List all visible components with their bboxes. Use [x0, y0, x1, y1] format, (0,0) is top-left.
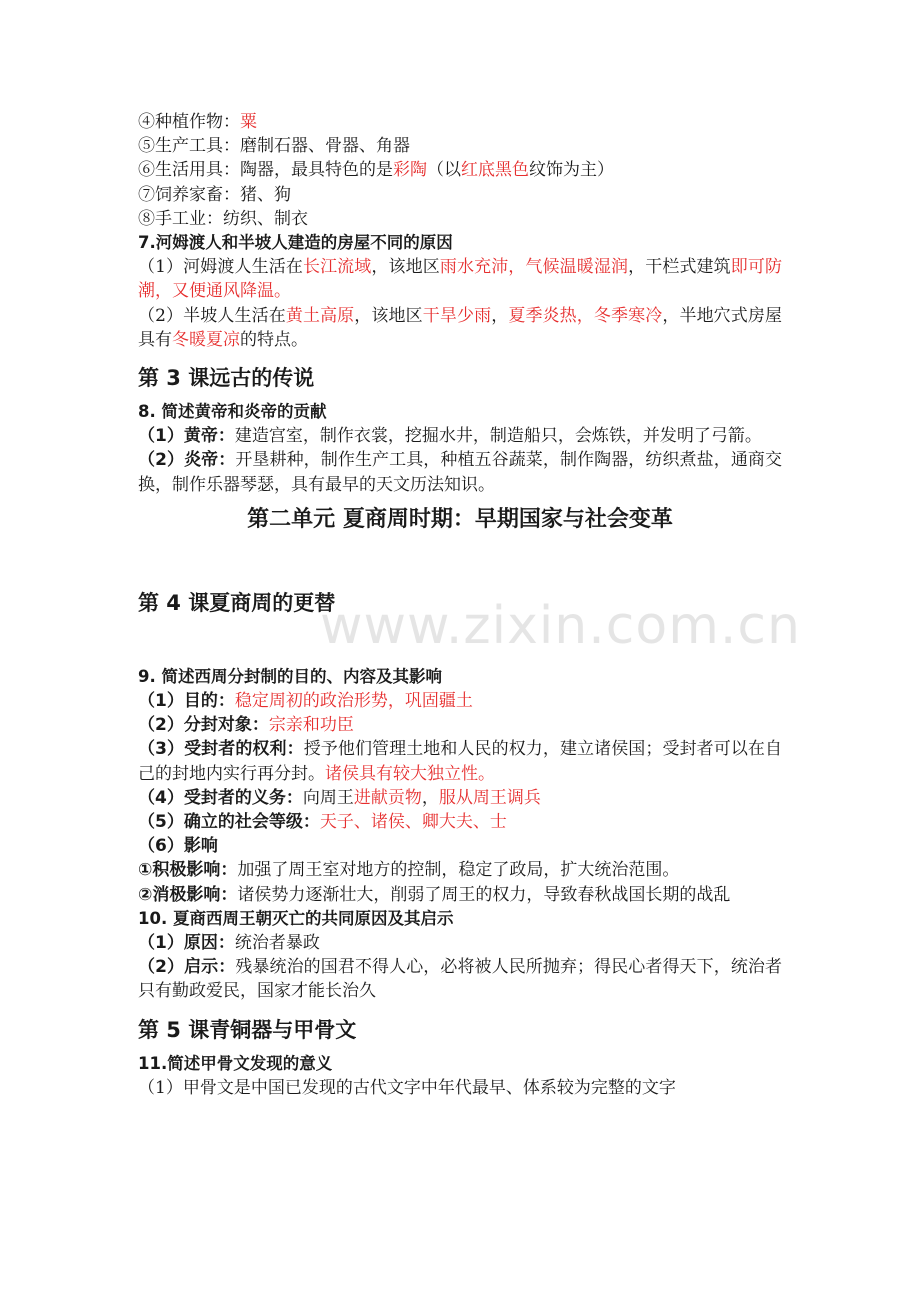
- list-item: ⑦饲养家畜：猪、狗: [138, 184, 291, 205]
- list-item: ⑧手工业：纺织、制衣: [138, 208, 308, 229]
- paragraph: （2）炎帝：开垦耕种，制作生产工具，种植五谷蔬菜，制作陶器，纺织煮盐，通商交换，制作乐器琴瑟，具有最早的天文历法知识。: [138, 450, 782, 495]
- list-item: ⑤生产工具：磨制石器、骨器、角器: [138, 136, 410, 157]
- list-item: （4）受封者的义务：向周王进献贡物，服从周王调兵: [138, 787, 541, 808]
- question-heading: 11.简述甲骨文发现的意义: [138, 1053, 333, 1073]
- list-item: （6）影响: [138, 836, 218, 857]
- paragraph: ①积极影响：加强了周王室对地方的控制，稳定了政局，扩大统治范围。: [138, 860, 680, 881]
- list-item: （5）确立的社会等级：天子、诸侯、卿大夫、士: [138, 812, 507, 833]
- paragraph: （2）半坡人生活在黄土高原，该地区干旱少雨，夏季炎热，冬季寒冷，半地穴式房屋具有冬暖夏凉的特点。: [138, 305, 783, 350]
- list-item: ⑥生活用具：陶器，最具特色的是彩陶（以红底黑色纹饰为主）: [138, 160, 614, 181]
- lesson-heading: 第 5 课青铜器与甲骨文: [138, 1017, 357, 1042]
- paragraph: （2）启示：残暴统治的国君不得人心，必将被人民所抛弃；得民心者得天下，统治者只有勤政爱民，国家才能长治久: [138, 957, 782, 1002]
- question-heading: 8. 简述黄帝和炎帝的贡献: [138, 402, 327, 422]
- list-item: （1）甲骨文是中国已发现的古代文字中年代最早、体系较为完整的文字: [138, 1077, 676, 1098]
- paragraph: ②消极影响：诸侯势力逐渐壮大，削弱了周王的权力，导致春秋战国长期的战乱: [138, 884, 731, 905]
- paragraph: （1）河姆渡人生活在长江流域，该地区雨水充沛，气候温暖湿润，干栏式建筑即可防潮，又便通风降温。: [138, 257, 783, 302]
- list-item: ④种植作物：粟: [138, 112, 257, 132]
- list-item: （2）分封对象：宗亲和功臣: [138, 715, 354, 736]
- list-item: （1）原因：统治者暴政: [138, 933, 320, 954]
- unit-heading: 第二单元 夏商周时期：早期国家与社会变革: [247, 506, 673, 532]
- watermark: www.zixin.com.cn: [320, 596, 801, 656]
- lesson-heading: 第 3 课远古的传说: [138, 366, 315, 391]
- paragraph: （1）黄帝：建造宫室，制作衣裳，挖掘水井，制造船只，会炼铁，并发明了弓箭。: [138, 426, 762, 447]
- question-heading: 9. 简述西周分封制的目的、内容及其影响: [138, 666, 442, 686]
- question-heading: 10. 夏商西周王朝灭亡的共同原因及其启示: [138, 908, 454, 928]
- question-heading: 7.河姆渡人和半坡人建造的房屋不同的原因: [138, 233, 453, 253]
- list-item: （1）目的：稳定周初的政治形势，巩固疆土: [138, 691, 473, 712]
- lesson-heading: 第 4 课夏商周的更替: [138, 590, 336, 615]
- paragraph: （3）受封者的权利：授予他们管理土地和人民的权力，建立诸侯国；受封者可以在自己的封地内实行再分封。诸侯具有较大独立性。: [138, 739, 782, 784]
- document-page: [138, 108, 782, 1100]
